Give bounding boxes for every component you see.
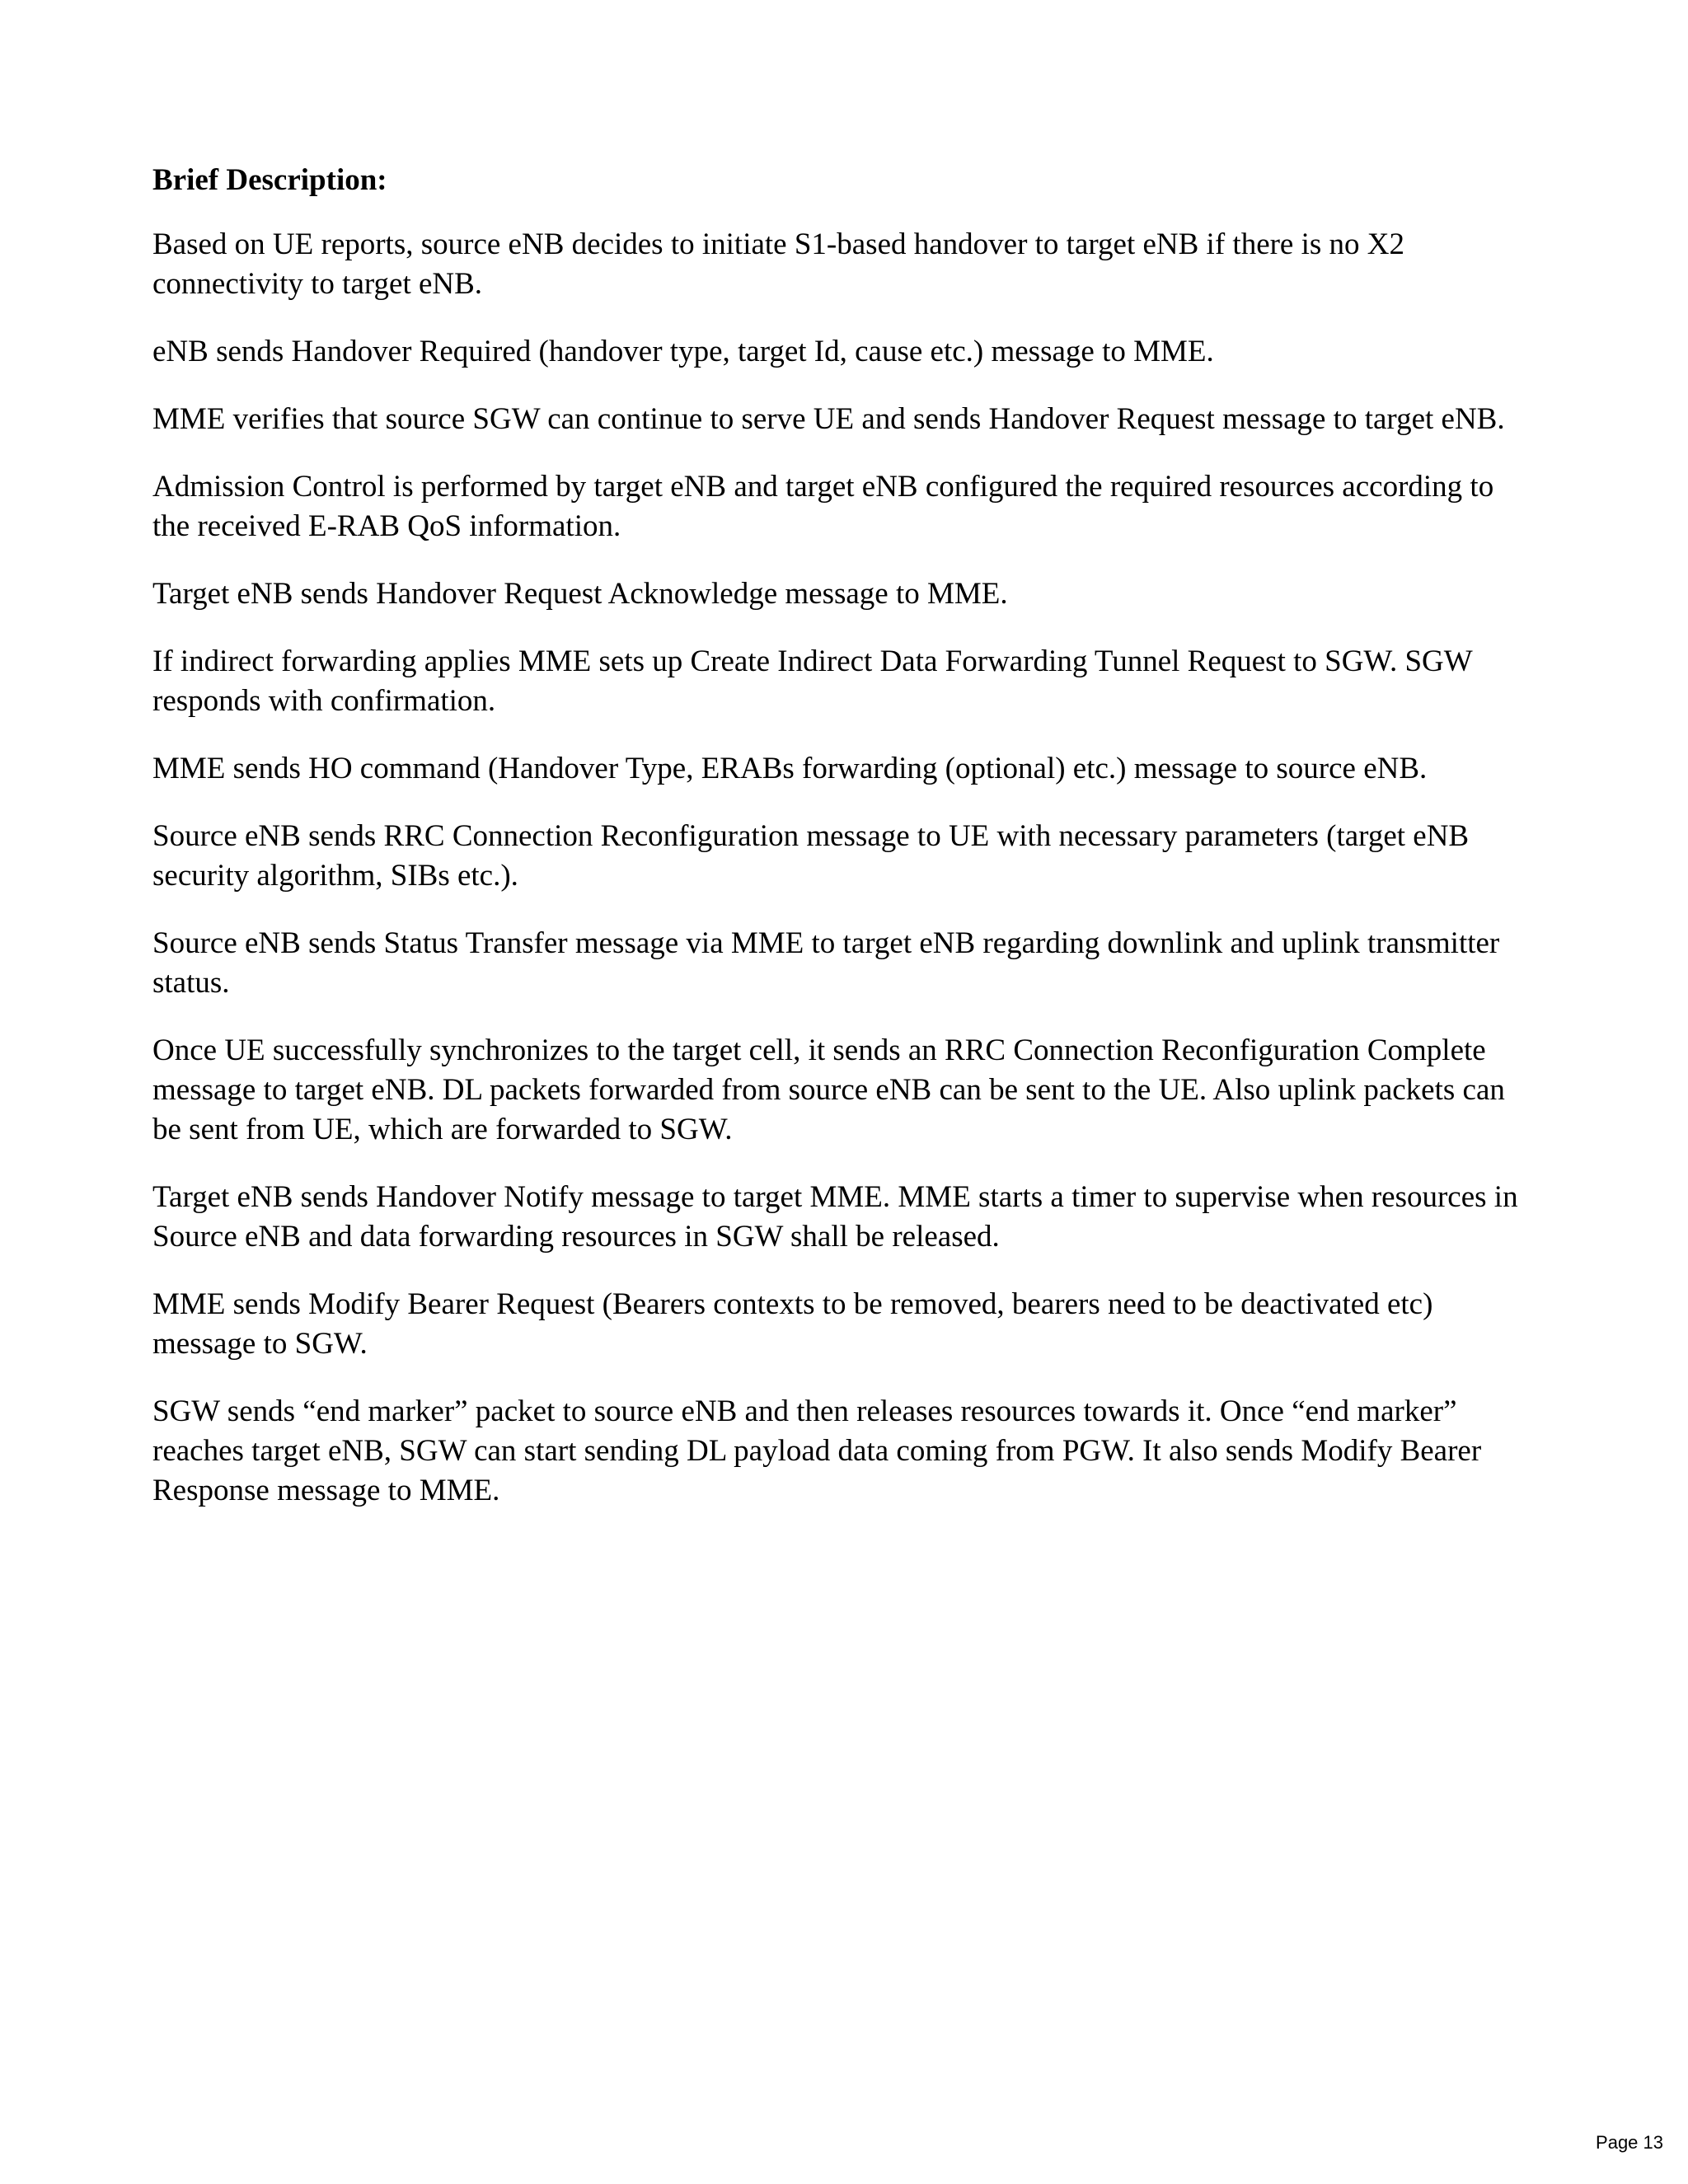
paragraph-13: SGW sends “end marker” packet to source eNB and then releases resources towards it. Once “end marker” reaches target eNB, SGW can start sending DL payload data coming from PGW. It also sends Modify Bearer Response message to MME. <box>152 1394 1482 1507</box>
paragraph-8: Source eNB sends RRC Connection Reconfiguration message to UE with necessary parameters (target eNB security algorithm, SIBs etc.). <box>152 819 1470 893</box>
page-number: Page 13 <box>1596 2132 1663 2153</box>
document-body <box>152 161 1537 1539</box>
paragraph-4: Admission Control is performed by target eNB and target eNB configured the required resources according to the received E-RAB QoS information. <box>152 470 1494 543</box>
paragraph-1: Based on UE reports, source eNB decides to initiate S1-based handover to target eNB if there is no X2 connectivity to target eNB. <box>152 227 1405 301</box>
paragraph-10: Once UE successfully synchronizes to the target cell, it sends an RRC Connection Reconfiguration Complete message to target eNB. DL packets forwarded from source eNB can be sent to the UE. Also uplink packets can be sent from UE, which are forwarded to SGW. <box>152 1033 1505 1146</box>
paragraph-6: If indirect forwarding applies MME sets up Create Indirect Data Forwarding Tunnel Request to SGW. SGW responds with confirmation. <box>152 644 1473 718</box>
paragraph-11: Target eNB sends Handover Notify message to target MME. MME starts a timer to supervise when resources in Source eNB and data forwarding resources in SGW shall be released. <box>152 1180 1518 1254</box>
section-heading: Brief Description: <box>152 163 387 197</box>
paragraph-7: MME sends HO command (Handover Type, ERABs forwarding (optional) etc.) message to source eNB. <box>152 752 1428 785</box>
paragraph-3: MME verifies that source SGW can continue to serve UE and sends Handover Request message to target eNB. <box>152 402 1505 436</box>
paragraph-12: MME sends Modify Bearer Request (Bearers contexts to be removed, bearers need to be deactivated etc) message to SGW. <box>152 1287 1433 1361</box>
paragraph-5: Target eNB sends Handover Request Acknowledge message to MME. <box>152 577 1008 611</box>
paragraph-9: Source eNB sends Status Transfer message via MME to target eNB regarding downlink and uplink transmitter status. <box>152 926 1500 1000</box>
paragraph-2: eNB sends Handover Required (handover type, target Id, cause etc.) message to MME. <box>152 335 1214 368</box>
